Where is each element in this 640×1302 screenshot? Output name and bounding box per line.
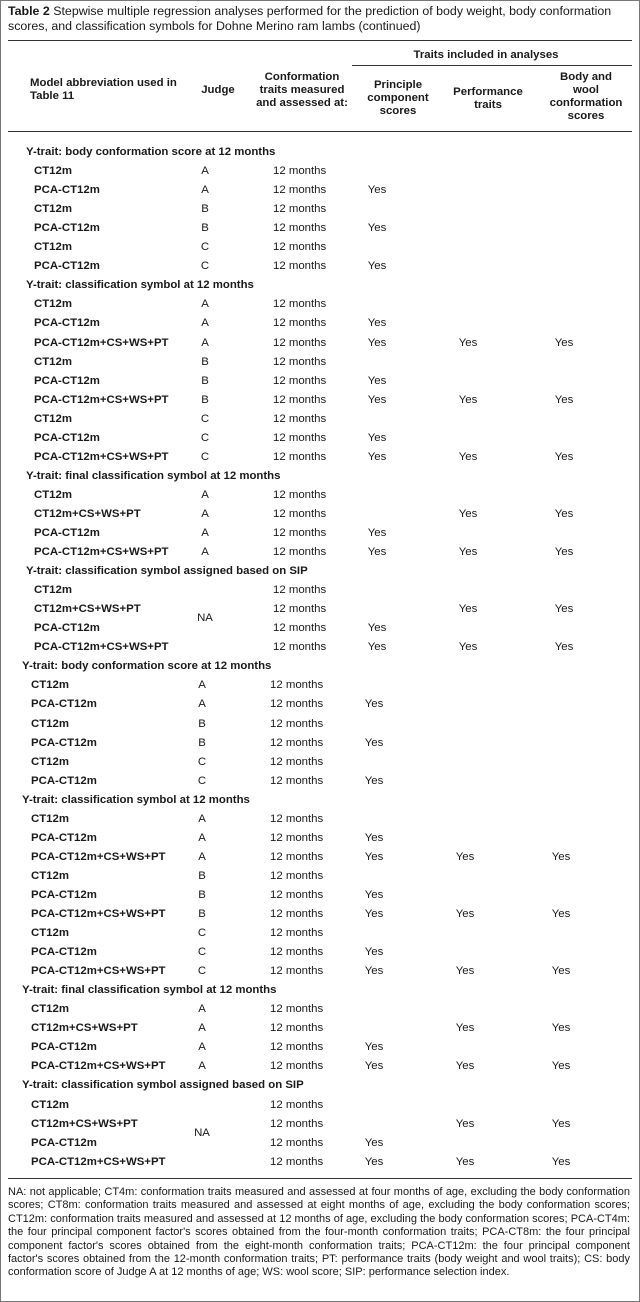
table-row [0, 543, 640, 562]
table-row [0, 772, 640, 791]
table-row [0, 886, 640, 905]
cell-conformation: 12 months [270, 812, 324, 825]
cell-conformation: 12 months [270, 774, 324, 787]
cell-body-wool: Yes [551, 908, 571, 920]
cell-judge-na: NA [197, 612, 213, 625]
cell-conformation: 12 months [270, 1060, 324, 1073]
cell-model: PCA-CT12m [31, 831, 97, 844]
cell-judge: A [201, 317, 209, 330]
cell-performance: Yes [458, 336, 478, 349]
cell-judge: A [201, 488, 209, 501]
section-title [0, 276, 640, 295]
cell-performance: Yes [455, 1155, 475, 1168]
cell-conformation: 12 months [270, 1098, 324, 1111]
table-row [0, 1000, 640, 1019]
cell-conformation: 12 months [270, 888, 324, 901]
cell-model: PCA-CT12m [31, 946, 97, 959]
cell-principle: Yes [367, 641, 387, 654]
cell-model: CT12m [31, 869, 69, 882]
table-caption [8, 4, 632, 34]
cell-principle: Yes [367, 546, 387, 559]
cell-principle: Yes [364, 1136, 384, 1149]
cell-model: CT12m [31, 927, 69, 940]
table-row [0, 219, 640, 238]
cell-conformation: 12 months [273, 260, 327, 273]
cell-judge: C [197, 927, 207, 940]
cell-model: PCA-CT12m [31, 736, 97, 749]
cell-judge: A [201, 546, 209, 559]
cell-performance: Yes [455, 1117, 475, 1130]
cell-model: PCA-CT12m [31, 698, 97, 711]
header-body-wool-scores: Body and wool conformation scores [549, 71, 623, 122]
cell-principle: Yes [364, 908, 384, 920]
cell-model: PCA-CT12m+CS+WS+PT [31, 1060, 166, 1073]
table-footnote: NA: not applicable; CT4m: conformation traits measured and assessed at four months of age, excluding the body conformation scores; CT8m: conformation traits measured and assessed at eight months of age, excluding the body conformation scores; CT12m: conformation traits measured and assessed at 12 months of age, excluding the body conformation scores; PCA-CT4m: the four principal component factor's scores obtained from the four-month conformation traits; PCA-CT8m: the four principal component factor's scores obtained from the eight-month conformation traits; PCA-CT12m: the four principal component factor's scores obtained from the 12-month conformation traits; PT: performance traits (body weight and wool traits); CS: body conformation score of Judge A at 12 months of age; WS: wool score; SIP: performance selection index. [8, 1186, 630, 1279]
cell-principle: Yes [367, 527, 387, 539]
table-row [0, 943, 640, 962]
table-row [0, 257, 640, 276]
cell-conformation: 12 months [273, 603, 327, 616]
table-row [0, 600, 640, 619]
table-row [0, 867, 640, 886]
cell-conformation: 12 months [270, 869, 324, 882]
table-row [0, 353, 640, 372]
cell-principle: Yes [364, 736, 384, 749]
table-row [0, 924, 640, 943]
cell-conformation: 12 months [270, 1003, 324, 1016]
section-title-text: Y-trait: body conformation score at 12 months [26, 146, 276, 158]
cell-performance: Yes [455, 1060, 475, 1073]
cell-principle: Yes [367, 622, 387, 635]
cell-conformation: 12 months [273, 431, 327, 444]
table-row [0, 905, 640, 924]
cell-model: CT12m [31, 755, 69, 768]
cell-principle: Yes [364, 850, 384, 863]
cell-conformation: 12 months [270, 698, 324, 711]
cell-body-wool: Yes [551, 1060, 571, 1073]
cell-conformation: 12 months [270, 1022, 324, 1035]
table-row [0, 295, 640, 314]
cell-judge: B [201, 393, 209, 406]
cell-judge: A [201, 527, 209, 539]
cell-body-wool: Yes [554, 603, 574, 616]
cell-judge: A [198, 1060, 206, 1073]
cell-judge: B [198, 869, 206, 882]
cell-conformation: 12 months [270, 717, 324, 730]
cell-model: PCA-CT12m+CS+WS+PT [31, 1155, 166, 1168]
cell-model: PCA-CT12m [31, 888, 97, 901]
cell-judge: B [198, 888, 206, 901]
header-model: Model abbreviation used in Table 11 [30, 77, 177, 102]
cell-conformation: 12 months [270, 831, 324, 844]
cell-performance: Yes [458, 450, 478, 463]
cell-judge: C [200, 450, 210, 463]
section-title-text: Y-trait: classification symbol assigned based on SIP [22, 1079, 304, 1092]
table-row [0, 848, 640, 867]
cell-judge: A [198, 1003, 206, 1016]
section-title-text: Y-trait: body conformation score at 12 months [22, 660, 272, 673]
table-label: Table 2 [8, 4, 50, 18]
cell-conformation: 12 months [273, 203, 327, 216]
cell-conformation: 12 months [273, 641, 327, 654]
section-title [0, 981, 640, 1000]
cell-performance: Yes [455, 1022, 475, 1035]
cell-model: PCA-CT12m+CS+WS+PT [34, 546, 169, 559]
table-row [0, 334, 640, 353]
section-title [0, 143, 640, 162]
cell-judge: C [197, 774, 207, 787]
cell-model: CT12m [31, 717, 69, 730]
cell-judge: C [200, 241, 210, 254]
section-title-text: Y-trait: final classification symbol at 12 months [26, 469, 281, 482]
section-title [0, 467, 640, 486]
cell-model: PCA-CT12m [34, 374, 100, 387]
section-title [0, 657, 640, 676]
section-title-text: Y-trait: classification symbol at 12 months [22, 793, 250, 806]
cell-judge: B [201, 355, 209, 368]
cell-judge: C [200, 260, 210, 273]
cell-conformation: 12 months [273, 374, 327, 387]
table-caption-text: Stepwise multiple regression analyses performed for the prediction of body weight, body conformation scores, and classification symbols for Dohne Merino ram lambs (continued) [8, 4, 612, 33]
cell-model: PCA-CT12m [34, 317, 100, 330]
cell-conformation: 12 months [273, 546, 327, 559]
table-row [0, 810, 640, 829]
table-row [0, 448, 640, 467]
cell-principle: Yes [364, 946, 384, 959]
cell-principle: Yes [364, 1041, 384, 1054]
header-traits-group: Traits included in analyses [413, 49, 559, 61]
table-row [0, 200, 640, 219]
cell-model: PCA-CT12m [34, 260, 100, 273]
header-group-rule [352, 65, 632, 66]
cell-model: CT12m+CS+WS+PT [34, 507, 141, 520]
cell-body-wool: Yes [551, 850, 571, 863]
cell-conformation: 12 months [273, 488, 327, 501]
header-judge: Judge [201, 84, 235, 96]
cell-conformation: 12 months [273, 412, 327, 425]
cell-body-wool: Yes [554, 641, 574, 654]
table-row [0, 676, 640, 695]
cell-conformation: 12 months [273, 622, 327, 635]
cell-conformation: 12 months [270, 927, 324, 940]
cell-model: PCA-CT12m+CS+WS+PT [34, 393, 169, 406]
table-row [0, 1038, 640, 1057]
cell-performance: Yes [458, 641, 478, 654]
cell-body-wool: Yes [554, 546, 574, 559]
cell-conformation: 12 months [270, 850, 324, 863]
cell-principle: Yes [367, 184, 387, 197]
cell-conformation: 12 months [273, 527, 327, 539]
cell-principle: Yes [364, 698, 384, 711]
cell-model: CT12m [34, 241, 72, 254]
cell-principle: Yes [367, 374, 387, 387]
cell-performance: Yes [458, 546, 478, 559]
cell-conformation: 12 months [273, 298, 327, 311]
cell-judge: A [198, 1022, 206, 1035]
cell-conformation: 12 months [273, 450, 327, 463]
cell-body-wool: Yes [554, 507, 574, 520]
cell-model: PCA-CT12m [34, 431, 100, 444]
table-row [0, 962, 640, 981]
cell-principle: Yes [364, 1060, 384, 1073]
cell-judge: A [201, 165, 209, 178]
cell-model: PCA-CT12m+CS+WS+PT [31, 850, 166, 863]
table-row [0, 505, 640, 524]
table-row [0, 1096, 640, 1115]
cell-judge: A [198, 1041, 206, 1054]
cell-model: PCA-CT12m [31, 1136, 97, 1149]
table-row [0, 524, 640, 543]
cell-model: CT12m [34, 203, 72, 216]
cell-judge: A [201, 298, 209, 311]
cell-body-wool: Yes [551, 1022, 571, 1035]
cell-conformation: 12 months [270, 679, 324, 692]
cell-conformation: 12 months [270, 736, 324, 749]
cell-model: CT12m+CS+WS+PT [31, 1117, 138, 1130]
table-row [0, 486, 640, 505]
cell-model: CT12m [34, 355, 72, 368]
cell-model: CT12m+CS+WS+PT [34, 603, 141, 616]
cell-conformation: 12 months [273, 336, 327, 349]
cell-model: CT12m [34, 298, 72, 311]
cell-body-wool: Yes [554, 450, 574, 463]
cell-conformation: 12 months [273, 584, 327, 597]
cell-conformation: 12 months [273, 393, 327, 406]
cell-model: CT12m [34, 412, 72, 425]
cell-judge: B [201, 203, 209, 216]
table-row [0, 391, 640, 410]
cell-model: CT12m [34, 488, 72, 501]
cell-judge: B [198, 736, 206, 749]
cell-judge: A [201, 336, 209, 349]
cell-model: PCA-CT12m [31, 1041, 97, 1054]
cell-model: CT12m [31, 679, 69, 692]
table-row [0, 638, 640, 657]
table-row [0, 1115, 640, 1134]
cell-judge: A [198, 850, 206, 863]
table-row [0, 829, 640, 848]
cell-model: CT12m [31, 1003, 69, 1016]
cell-principle: Yes [367, 336, 387, 349]
cell-performance: Yes [458, 393, 478, 406]
cell-model: PCA-CT12m [34, 527, 100, 539]
cell-model: PCA-CT12m+CS+WS+PT [34, 450, 169, 463]
cell-judge: C [197, 755, 207, 768]
cell-judge: A [198, 812, 206, 825]
cell-conformation: 12 months [273, 222, 327, 235]
cell-judge: C [200, 431, 210, 444]
cell-model: CT12m+CS+WS+PT [31, 1022, 138, 1035]
table-row [0, 314, 640, 333]
cell-principle: Yes [364, 774, 384, 787]
table-row [0, 581, 640, 600]
cell-body-wool: Yes [554, 393, 574, 406]
cell-principle: Yes [364, 888, 384, 901]
cell-principle: Yes [367, 393, 387, 406]
cell-model: PCA-CT12m+CS+WS+PT [34, 641, 169, 654]
cell-conformation: 12 months [270, 1155, 324, 1168]
header-bottom-rule [8, 131, 632, 132]
header-principle-scores: Principle component scores [367, 79, 429, 117]
section-title-text: Y-trait: classification symbol assigned based on SIP [26, 565, 308, 578]
section-title [0, 1076, 640, 1095]
cell-judge-na: NA [194, 1126, 210, 1139]
cell-judge: A [198, 698, 206, 711]
cell-judge: A [201, 507, 209, 520]
table-row [0, 1019, 640, 1038]
cell-performance: Yes [455, 850, 475, 863]
cell-model: PCA-CT12m+CS+WS+PT [31, 965, 166, 978]
cell-conformation: 12 months [270, 1136, 324, 1149]
table-row [0, 753, 640, 772]
table-row [0, 695, 640, 714]
cell-principle: Yes [364, 965, 384, 978]
cell-performance: Yes [458, 507, 478, 520]
cell-judge: B [198, 908, 206, 920]
cell-performance: Yes [455, 965, 475, 978]
cell-model: CT12m [31, 812, 69, 825]
table-row [0, 162, 640, 181]
cell-judge: B [201, 374, 209, 387]
cell-conformation: 12 months [273, 507, 327, 520]
cell-performance: Yes [458, 603, 478, 616]
table-row [0, 429, 640, 448]
cell-conformation: 12 months [270, 946, 324, 959]
cell-principle: Yes [364, 831, 384, 844]
cell-performance: Yes [455, 908, 475, 920]
header-conformation: Conformation traits measured and assessed at: [256, 71, 348, 109]
cell-principle: Yes [367, 222, 387, 235]
cell-principle: Yes [367, 317, 387, 330]
section-title-text: Y-trait: classification symbol at 12 months [26, 279, 254, 292]
cell-model: CT12m [31, 1098, 69, 1111]
cell-principle: Yes [367, 431, 387, 444]
cell-model: PCA-CT12m [34, 184, 100, 197]
cell-body-wool: Yes [551, 1117, 571, 1130]
cell-body-wool: Yes [554, 336, 574, 349]
cell-judge: B [201, 222, 209, 235]
cell-conformation: 12 months [273, 241, 327, 254]
table-row [0, 181, 640, 200]
table-row [0, 372, 640, 391]
cell-judge: C [197, 946, 207, 959]
table-row [0, 734, 640, 753]
cell-body-wool: Yes [551, 1155, 571, 1168]
cell-judge: A [198, 831, 206, 844]
cell-model: CT12m [34, 584, 72, 597]
cell-model: PCA-CT12m [34, 222, 100, 235]
cell-conformation: 12 months [273, 355, 327, 368]
cell-principle: Yes [367, 260, 387, 273]
cell-model: PCA-CT12m+CS+WS+PT [34, 336, 169, 349]
cell-judge: C [200, 412, 210, 425]
table-row [0, 715, 640, 734]
header-performance-traits: Performance traits [453, 86, 523, 111]
cell-conformation: 12 months [273, 317, 327, 330]
cell-model: CT12m [34, 165, 72, 178]
table-row [0, 1153, 640, 1172]
cell-principle: Yes [364, 1155, 384, 1168]
table-row [0, 238, 640, 257]
table-row [0, 1134, 640, 1153]
cell-body-wool: Yes [551, 965, 571, 978]
table-row [0, 619, 640, 638]
cell-model: PCA-CT12m+CS+WS+PT [31, 908, 166, 920]
section-title [0, 562, 640, 581]
cell-conformation: 12 months [270, 1041, 324, 1054]
table-row [0, 410, 640, 429]
cell-principle: Yes [367, 450, 387, 463]
section-title-text: Y-trait: final classification symbol at 12 months [22, 984, 277, 997]
cell-conformation: 12 months [273, 184, 327, 197]
cell-model: PCA-CT12m [34, 622, 100, 635]
cell-model: PCA-CT12m [31, 774, 97, 787]
cell-conformation: 12 months [270, 908, 324, 920]
cell-conformation: 12 months [273, 165, 327, 178]
table-row [0, 1057, 640, 1076]
bottom-rule [8, 1178, 632, 1179]
cell-judge: A [201, 184, 209, 197]
cell-judge: B [198, 717, 206, 730]
cell-conformation: 12 months [270, 965, 324, 978]
cell-conformation: 12 months [270, 755, 324, 768]
section-title [0, 791, 640, 810]
cell-judge: C [197, 965, 207, 978]
top-rule [8, 40, 632, 41]
cell-conformation: 12 months [270, 1117, 324, 1130]
cell-judge: A [198, 679, 206, 692]
